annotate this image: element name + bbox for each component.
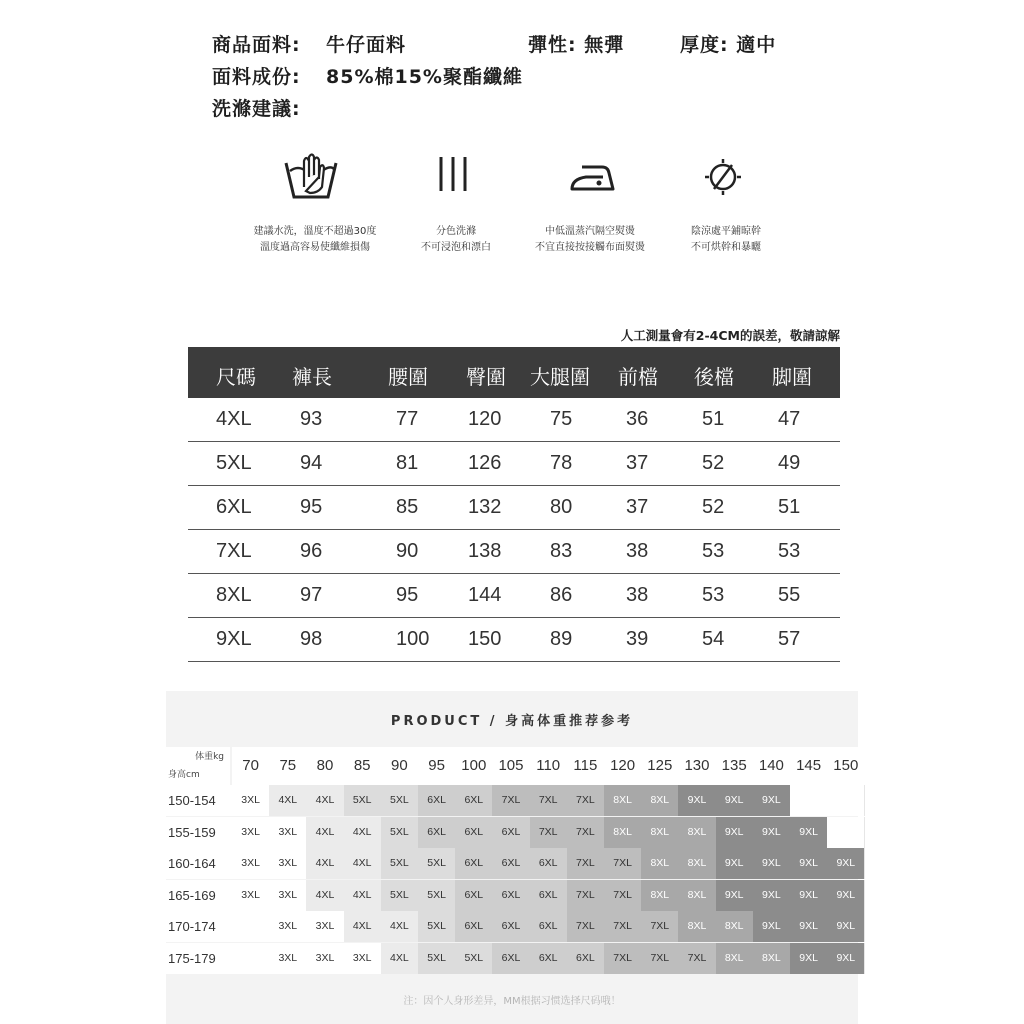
size-recommend-cell: 7XL [604,943,642,974]
size-recommend-cell: 9XL [716,785,754,816]
care-text-line: 不宜直接按接觸布面熨燙 [535,242,645,253]
size-cell: 138 [468,540,502,562]
size-cell: 93 [300,408,323,430]
size-recommend-cell: 5XL [418,848,456,879]
size-cell: 47 [778,408,801,430]
size-recommend-cell: 8XL [641,817,679,848]
size-cell: 39 [626,628,649,650]
size-recommend-cell: 3XL [344,943,382,974]
size-cell: 100 [396,628,430,650]
size-recommend-cell: 3XL [269,880,307,911]
height-label-cell: 175-179 [166,943,232,974]
size-recommend-cell: 3XL [232,880,270,911]
size-cell: 36 [626,408,649,430]
size-table-body [188,398,840,662]
size-cell: 52 [702,452,725,474]
size-cell: 53 [778,540,801,562]
material-value: 牛仔面料 [326,34,407,56]
weight-header: 120 [604,747,641,786]
size-recommend-cell: 4XL [344,817,382,848]
size-cell: 81 [396,452,419,474]
size-cell: 95 [396,584,419,606]
size-recommend-cell: 6XL [455,785,493,816]
size-recommend-cell: 6XL [567,943,605,974]
size-recommend-cell: 3XL [232,848,270,879]
size-recommend-cell: 7XL [604,911,642,942]
size-recommend-cell: 9XL [827,848,865,879]
material-label: 商品面料: [212,34,301,56]
size-recommend-cell: 6XL [492,880,530,911]
recommend-chart [166,691,858,1024]
size-recommend-cell: 8XL [678,911,716,942]
size-recommend-cell: 3XL [269,817,307,848]
size-recommend-cell: 6XL [530,880,568,911]
composition-label: 面料成份: [212,66,301,88]
recommend-title: PRODUCT / 身高体重推荐参考 [390,714,634,729]
size-cell: 86 [550,584,573,606]
size-cell: 89 [550,628,573,650]
size-recommend-cell: 7XL [604,848,642,879]
weight-header: 90 [381,747,418,786]
footer-note: 注：因个人身形差异，MM根据习惯选择尺码哦！ [403,996,621,1007]
size-recommend-cell: 8XL [604,785,642,816]
size-recommend-cell: 5XL [418,943,456,974]
weight-header: 115 [567,747,604,786]
size-recommend-cell: 9XL [753,817,791,848]
size-recommend-cell: 8XL [716,943,754,974]
size-recommend-cell: 8XL [678,880,716,911]
size-recommend-cell [232,943,270,974]
size-recommend-cell: 4XL [306,785,344,816]
size-header-cell: 腰圍 [388,365,428,389]
size-recommend-cell: 5XL [418,880,456,911]
size-recommend-cell: 9XL [790,880,828,911]
weight-header: 130 [678,747,715,786]
size-cell: 54 [702,628,725,650]
size-cell: 77 [396,408,419,430]
size-recommend-cell: 8XL [678,848,716,879]
care-text-line: 不可浸泡和漂白 [421,242,491,253]
size-row [188,486,840,530]
size-cell: 37 [626,452,649,474]
size-cell: 95 [300,496,323,518]
size-recommend-cell: 6XL [530,911,568,942]
care-text-line: 陰涼處平鋪晾幹 [691,226,761,237]
weight-header: 85 [344,747,381,786]
size-recommend-cell: 4XL [306,817,344,848]
size-recommend-cell [827,785,865,816]
care-text-line: 溫度過高容易使纖維損傷 [260,242,370,253]
size-recommend-cell: 4XL [269,785,307,816]
size-recommend-cell: 8XL [641,785,679,816]
size-recommend-cell: 8XL [716,911,754,942]
size-header-cell: 前檔 [618,365,658,389]
size-recommend-cell: 5XL [381,880,419,911]
size-recommend-cell: 5XL [381,848,419,879]
size-cell: 6XL [216,496,252,518]
size-cell: 5XL [216,452,252,474]
size-cell: 85 [396,496,419,518]
size-cell: 97 [300,584,323,606]
size-recommend-cell: 8XL [641,880,679,911]
size-cell: 94 [300,452,323,474]
size-cell: 9XL [216,628,252,650]
size-recommend-cell: 9XL [753,880,791,911]
size-header-cell: 臀圍 [466,365,506,389]
size-table-header [188,347,840,398]
size-cell: 80 [550,496,573,518]
size-row [188,398,840,442]
size-recommend-cell: 9XL [827,880,865,911]
size-recommend-cell: 7XL [567,848,605,879]
size-recommend-cell: 6XL [530,943,568,974]
size-recommend-cell: 6XL [418,785,456,816]
size-recommend-cell: 7XL [604,880,642,911]
weight-header: 135 [716,747,753,786]
weight-header: 105 [492,747,529,786]
size-cell: 38 [626,584,649,606]
weight-header: 75 [269,747,306,786]
size-recommend-cell: 9XL [753,911,791,942]
size-recommend-cell: 7XL [567,911,605,942]
size-recommend-cell: 3XL [306,943,344,974]
size-cell: 83 [550,540,573,562]
size-recommend-cell: 6XL [455,880,493,911]
size-recommend-cell: 4XL [344,848,382,879]
size-cell: 49 [778,452,801,474]
size-cell: 120 [468,408,502,430]
size-recommend-cell: 5XL [344,785,382,816]
size-cell: 4XL [216,408,252,430]
shade-dry-icon [688,147,758,207]
size-recommend-cell [790,785,828,816]
size-recommend-cell: 8XL [604,817,642,848]
size-recommend-cell [232,911,270,942]
size-recommend-cell: 6XL [530,848,568,879]
weight-header: 150 [827,747,864,786]
size-recommend-cell: 9XL [678,785,716,816]
size-recommend-cell: 9XL [716,848,754,879]
size-cell: 150 [468,628,502,650]
care-text-line: 建議水洗，溫度不超過30度 [253,226,377,237]
size-recommend-cell: 9XL [827,911,865,942]
height-label-cell: 155-159 [166,817,232,848]
size-header-cell: 脚圍 [772,365,812,389]
size-recommend-cell: 6XL [418,817,456,848]
wash-label: 洗滌建議: [212,98,301,120]
measurement-note: 人工測量會有2-4CM的誤差，敬請諒解 [620,328,840,343]
height-label-cell: 170-174 [166,911,232,942]
composition-value: 85%棉15%聚酯纖維 [326,66,523,88]
care-text-line: 中低溫蒸汽隔空熨燙 [545,226,635,237]
care-text-separate [398,224,514,256]
height-label-cell: 165-169 [166,880,232,911]
size-recommend-cell: 9XL [790,848,828,879]
size-recommend-cell: 6XL [492,911,530,942]
size-recommend-cell: 9XL [753,848,791,879]
separate-wash-icon [418,147,488,207]
size-recommend-cell: 5XL [381,785,419,816]
size-recommend-cell: 5XL [381,817,419,848]
care-text-line: 分色洗滌 [436,226,476,237]
size-recommend-cell: 7XL [530,785,568,816]
size-cell: 37 [626,496,649,518]
care-text-iron [514,224,666,256]
size-cell: 78 [550,452,573,474]
size-recommend-cell: 9XL [790,943,828,974]
size-cell: 7XL [216,540,252,562]
hand-wash-icon [276,147,346,207]
weight-header: 100 [455,747,492,786]
care-text-wash [230,224,400,256]
size-recommend-cell: 7XL [567,880,605,911]
size-cell: 57 [778,628,801,650]
size-recommend-cell: 7XL [641,911,679,942]
iron-icon [558,147,628,207]
size-recommend-cell: 3XL [232,785,270,816]
size-row [188,574,840,618]
size-header-cell: 尺碼 [216,365,256,389]
size-cell: 52 [702,496,725,518]
size-table [188,347,840,662]
size-cell: 98 [300,628,323,650]
size-recommend-cell: 5XL [418,911,456,942]
size-recommend-cell: 7XL [641,943,679,974]
elasticity: 彈性: 無彈 [528,34,625,56]
size-recommend-cell: 7XL [567,785,605,816]
size-header-cell: 褲長 [292,365,332,389]
size-cell: 96 [300,540,323,562]
size-recommend-cell: 9XL [790,817,828,848]
size-recommend-cell: 3XL [269,943,307,974]
size-recommend-cell: 4XL [381,943,419,974]
size-row [188,530,840,574]
weight-header: 70 [232,747,269,786]
size-recommend-cell: 5XL [455,943,493,974]
size-recommend-cell: 6XL [492,943,530,974]
size-cell: 132 [468,496,502,518]
size-recommend-cell: 7XL [678,943,716,974]
size-recommend-cell: 6XL [455,817,493,848]
size-cell: 126 [468,452,502,474]
thickness: 厚度: 適中 [680,34,777,56]
weight-header: 145 [790,747,827,786]
size-recommend-cell: 7XL [567,817,605,848]
weight-header: 80 [306,747,343,786]
size-recommend-cell: 9XL [716,880,754,911]
size-recommend-cell: 4XL [344,911,382,942]
size-cell: 8XL [216,584,252,606]
size-recommend-cell [827,817,865,848]
size-cell: 75 [550,408,573,430]
size-recommend-cell: 9XL [790,911,828,942]
size-recommend-cell: 3XL [306,911,344,942]
height-label-cell: 160-164 [166,848,232,879]
size-cell: 51 [702,408,725,430]
care-text-line: 不可烘幹和暴曬 [691,242,761,253]
size-row [188,442,840,486]
size-recommend-cell: 6XL [455,911,493,942]
size-recommend-cell: 8XL [753,943,791,974]
size-cell: 144 [468,584,502,606]
size-recommend-cell: 4XL [344,880,382,911]
size-cell: 51 [778,496,801,518]
size-recommend-cell: 4XL [306,880,344,911]
size-recommend-cell: 3XL [232,817,270,848]
size-header-cell: 後檔 [694,365,734,389]
weight-header: 110 [530,747,567,786]
size-cell: 55 [778,584,801,606]
size-recommend-cell: 7XL [492,785,530,816]
size-recommend-cell: 3XL [269,911,307,942]
height-label-cell: 150-154 [166,785,232,816]
weight-label: 体重kg [195,752,224,762]
size-recommend-cell: 6XL [492,817,530,848]
size-cell: 90 [396,540,419,562]
size-recommend-cell: 8XL [678,817,716,848]
size-row [188,618,840,662]
weight-header: 125 [641,747,678,786]
size-recommend-cell: 9XL [827,943,865,974]
height-label: 身高cm [168,770,200,780]
size-recommend-cell: 9XL [716,817,754,848]
care-text-dry [664,224,788,256]
weight-header: 140 [753,747,790,786]
size-recommend-cell: 4XL [306,848,344,879]
size-recommend-cell: 6XL [492,848,530,879]
size-cell: 53 [702,584,725,606]
size-recommend-cell: 6XL [455,848,493,879]
size-cell: 38 [626,540,649,562]
size-recommend-cell: 3XL [269,848,307,879]
size-recommend-cell: 9XL [753,785,791,816]
size-recommend-cell: 7XL [530,817,568,848]
size-header-cell: 大腿圍 [530,365,590,389]
size-cell: 53 [702,540,725,562]
weight-header: 95 [418,747,455,786]
size-recommend-cell: 4XL [381,911,419,942]
grid-corner [166,747,230,786]
size-recommend-cell: 8XL [641,848,679,879]
